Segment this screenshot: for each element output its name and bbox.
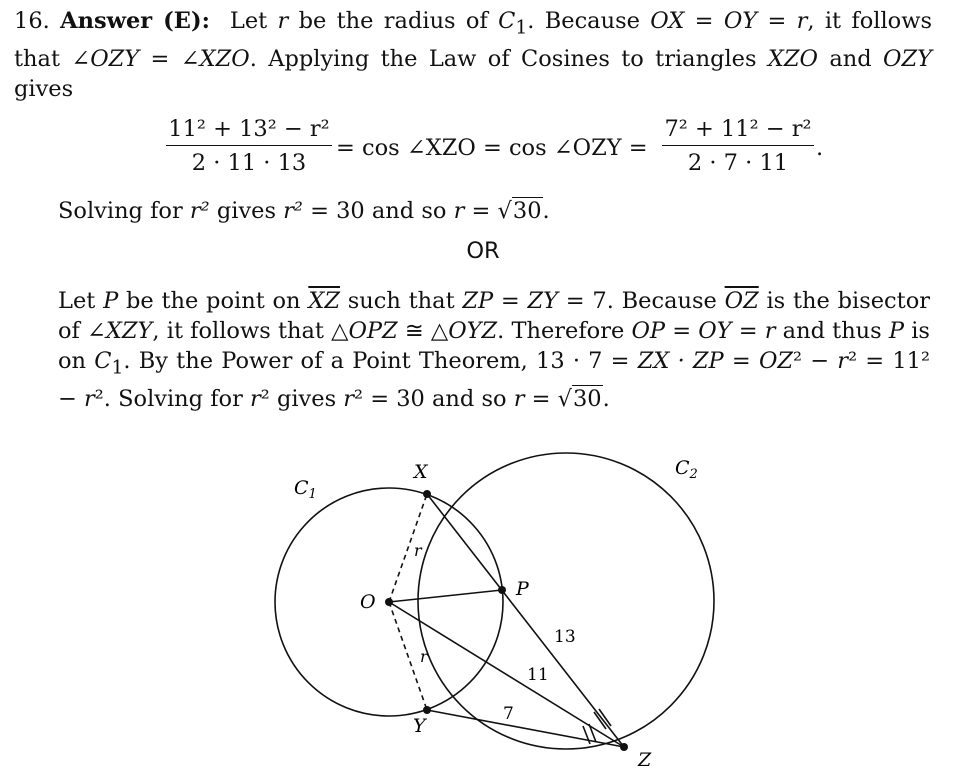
math-var: r xyxy=(250,385,261,412)
left-denominator: 2 · 11 · 13 xyxy=(191,150,307,176)
math-var: r² xyxy=(189,198,210,224)
math-expr: OX = OY = r xyxy=(650,8,808,34)
text-run: is the bisector of ∠ xyxy=(58,288,931,344)
formula-end: . xyxy=(816,135,824,161)
text-run: . Because xyxy=(527,8,651,34)
math-sub: 1 xyxy=(111,357,124,379)
label-y: Y xyxy=(413,715,426,737)
label-p: P xyxy=(516,578,529,600)
label-r-bottom: r xyxy=(420,647,428,666)
circle-c2 xyxy=(418,453,714,749)
math-expr: XZO xyxy=(199,45,250,72)
segment-op-line xyxy=(389,590,502,602)
math-expr: OPZ xyxy=(348,318,398,344)
text-run: ≅ △ xyxy=(397,318,449,344)
label-r-top: r xyxy=(414,541,422,560)
text-run: = √ xyxy=(524,385,572,412)
text-run: be the radius of xyxy=(288,8,499,34)
label-o: O xyxy=(360,591,376,613)
right-denominator: 2 · 7 · 11 xyxy=(687,150,789,176)
label-x: X xyxy=(414,461,428,483)
text-run: ² = 30 and so xyxy=(354,385,514,412)
text-run: and thus xyxy=(775,318,889,344)
text-run: such that xyxy=(339,288,463,314)
math-var: r xyxy=(453,198,465,224)
or-separator: OR xyxy=(466,238,500,264)
math-var: r xyxy=(277,8,289,34)
math-var: P xyxy=(103,288,119,314)
math-var: r xyxy=(513,385,525,412)
text-run: Let xyxy=(229,8,278,34)
label-c2: $C_2$ xyxy=(675,457,698,482)
text-run: ² = 11² − xyxy=(58,348,930,412)
text-run: gives xyxy=(209,198,284,224)
math-expr: XZO xyxy=(767,45,819,72)
text-run: . Applying the Law of Cosines to triangles xyxy=(249,45,768,72)
math-var: r xyxy=(343,385,355,412)
tick-mark-1 xyxy=(583,726,590,744)
text-run: is on xyxy=(58,318,930,374)
text-run: be the point on xyxy=(118,288,309,314)
left-numerator: 11² + 13² − r² xyxy=(166,116,332,146)
text-run: ². Solving for xyxy=(94,385,250,412)
segment-xz: $\overline{XZ}$ xyxy=(308,288,340,314)
math-expr: OZY xyxy=(90,45,140,72)
math-var: C xyxy=(498,8,516,34)
point-o xyxy=(385,598,393,606)
math-expr: OP = OY = r xyxy=(631,318,776,344)
math-sub: 1 xyxy=(515,17,528,39)
text-run: ² gives xyxy=(260,385,344,412)
text-run: , it follows that △ xyxy=(152,318,349,344)
math-var: r² xyxy=(283,198,303,224)
segment-oz: $\overline{OZ}$ xyxy=(724,288,759,314)
label-length-11: 11 xyxy=(527,665,549,685)
segment-xz-line xyxy=(427,494,624,747)
point-z xyxy=(620,743,628,751)
sqrt-value: 30 xyxy=(572,385,602,412)
math-var: C xyxy=(94,348,112,374)
text-run: gives xyxy=(14,75,74,102)
text-run: , it follows that ∠ xyxy=(14,8,933,72)
text-run: and xyxy=(818,45,884,72)
formula-middle: = cos ∠XZO = cos ∠OZY = xyxy=(336,135,648,161)
text-run: . Therefore xyxy=(497,318,632,344)
point-x xyxy=(423,490,431,498)
point-p xyxy=(498,586,506,594)
text-run: . By the Power of a Point Theorem, 13 · 7 = xyxy=(123,348,638,374)
label-c1: $C_1$ xyxy=(294,477,317,502)
text-run: = ∠ xyxy=(139,45,200,72)
text-run: . xyxy=(602,385,610,412)
sqrt-value: 30 xyxy=(512,198,542,224)
text-run: Solving for xyxy=(58,198,190,224)
math-expr: OZY xyxy=(883,45,932,72)
math-expr: XZY xyxy=(105,318,153,344)
math-var: P xyxy=(888,318,905,344)
text-run: ² − xyxy=(793,348,838,374)
math-expr: ZP = ZY xyxy=(462,288,559,314)
math-expr: ZX · ZP = OZ xyxy=(637,348,794,374)
text-run: = 30 and so xyxy=(302,198,454,224)
math-var: r xyxy=(84,385,95,412)
problem-number: 16. xyxy=(14,8,50,34)
math-var: r xyxy=(837,348,849,374)
point-y xyxy=(423,706,431,714)
text-run: . xyxy=(542,198,550,224)
text-run: = √ xyxy=(464,198,512,224)
right-numerator: 7² + 11² − r² xyxy=(662,116,814,146)
label-length-7: 7 xyxy=(503,704,514,724)
label-z: Z xyxy=(638,749,652,771)
label-length-13: 13 xyxy=(554,627,576,647)
answer-label: Answer (E): xyxy=(60,8,210,34)
text-run: = 7. Because xyxy=(558,288,725,314)
text-run: Let xyxy=(58,288,104,314)
math-expr: OYZ xyxy=(448,318,498,344)
